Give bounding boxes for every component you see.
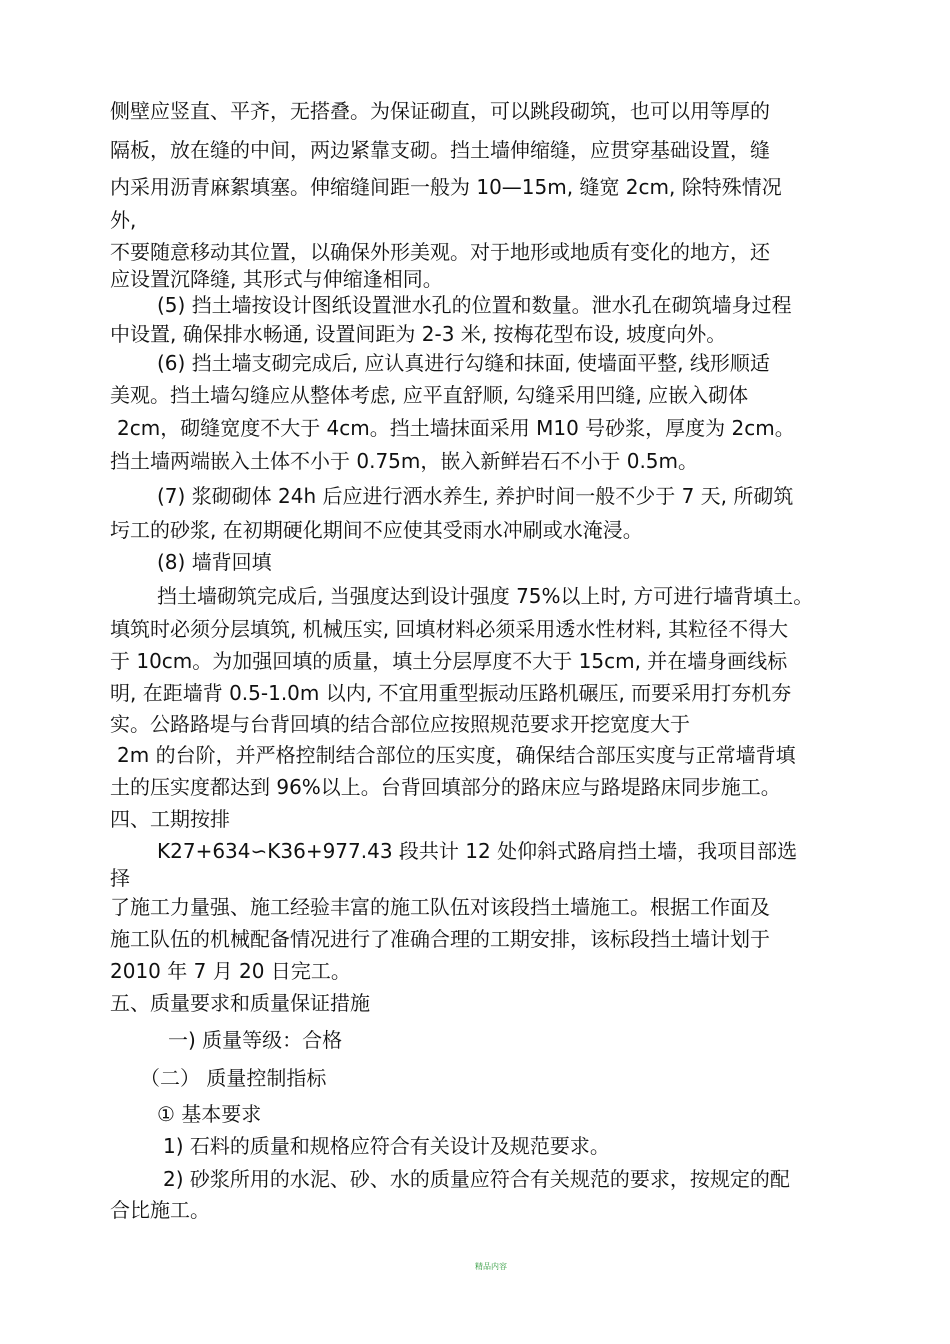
text-line: 侧壁应竖直、平齐，无搭叠。为保证砌直，可以跳段砌筑，也可以用等厚的	[110, 99, 770, 123]
text-line: (7) 浆砌砌体 24h 后应进行洒水养生, 养护时间一般不少于 7 天, 所砌筑	[157, 484, 794, 508]
text-line: (8) 墙背回填	[157, 550, 272, 574]
text-line: 2) 砂浆所用的水泥、砂、水的质量应符合有关规范的要求，按规定的配	[163, 1167, 790, 1191]
text-line: 不要随意移动其位置，以确保外形美观。对于地形或地质有变化的地方，还	[110, 240, 770, 264]
text-line: 1) 石料的质量和规格应符合有关设计及规范要求。	[163, 1134, 610, 1158]
text-line: (6) 挡土墙支砌完成后, 应认真进行勾缝和抹面, 使墙面平整, 线形顺适	[157, 351, 770, 375]
text-line: 于 10cm。为加强回填的质量，填土分层厚度不大于 15cm, 并在墙身画线标	[110, 649, 788, 673]
subsection-heading: （二） 质量控制指标	[140, 1066, 327, 1090]
text-line: 挡土墙两端嵌入土体不小于 0.75m，嵌入新鲜岩石不小于 0.5m。	[110, 449, 699, 473]
text-line: 明, 在距墙背 0.5-1.0m 以内, 不宜用重型振动压路机碾压, 而要采用打夯机夯	[110, 681, 792, 705]
text-line: 外,	[110, 208, 137, 232]
text-line: 圬工的砂浆, 在初期硬化期间不应使其受雨水冲刷或水淹浸。	[110, 518, 643, 542]
text-line: 2010 年 7 月 20 日完工。	[110, 959, 351, 983]
text-line: 2cm，砌缝宽度不大于 4cm。挡土墙抹面采用 M10 号砂浆，厚度为 2cm。	[117, 416, 795, 440]
text-line: (5) 挡土墙按设计图纸设置泄水孔的位置和数量。泄水孔在砌筑墙身过程	[157, 293, 792, 317]
section-heading: 五、质量要求和质量保证措施	[110, 991, 370, 1015]
text-line: K27+634∽K36+977.43 段共计 12 处仰斜式路肩挡土墙，我项目部选	[157, 839, 798, 863]
text-line: 了施工力量强、施工经验丰富的施工队伍对该段挡土墙施工。根据工作面及	[110, 895, 770, 919]
text-line: ① 基本要求	[157, 1102, 262, 1126]
text-line: 应设置沉降缝, 其形式与伸缩逢相同。	[110, 267, 443, 291]
text-line: 中设置, 确保排水畅通, 设置间距为 2-3 米, 按梅花型布设, 坡度向外。	[110, 322, 727, 346]
text-line: 择	[110, 866, 130, 890]
text-line: 施工队伍的机械配备情况进行了准确合理的工期安排，该标段挡土墙计划于	[110, 927, 770, 951]
text-line: 内采用沥青麻絮填塞。伸缩缝间距一般为 10—15m, 缝宽 2cm, 除特殊情况	[110, 175, 782, 199]
text-line: 填筑时必须分层填筑, 机械压实, 回填材料必须采用透水性材料, 其粒径不得大	[110, 617, 789, 641]
text-line: 2m 的台阶，并严格控制结合部位的压实度，确保结合部压实度与正常墙背填	[117, 743, 796, 767]
text-line: 挡土墙砌筑完成后, 当强度达到设计强度 75%以上时, 方可进行墙背填土。	[157, 584, 814, 608]
text-line: 土的压实度都达到 96%以上。台背回填部分的路床应与路堤路床同步施工。	[110, 775, 781, 799]
footer-watermark: 精品内容	[475, 1262, 507, 1271]
section-heading: 四、工期按排	[110, 807, 230, 831]
text-line: 合比施工。	[110, 1198, 210, 1222]
text-line: 实。公路路堤与台背回填的结合部位应按照规范要求开挖宽度大于	[110, 712, 690, 736]
text-line: 隔板，放在缝的中间，两边紧靠支砌。挡土墙伸缩缝，应贯穿基础设置，缝	[110, 138, 770, 162]
subsection-heading: 一) 质量等级：合格	[168, 1028, 343, 1052]
text-line: 美观。挡土墙勾缝应从整体考虑, 应平直舒顺, 勾缝采用凹缝, 应嵌入砌体	[110, 383, 749, 407]
